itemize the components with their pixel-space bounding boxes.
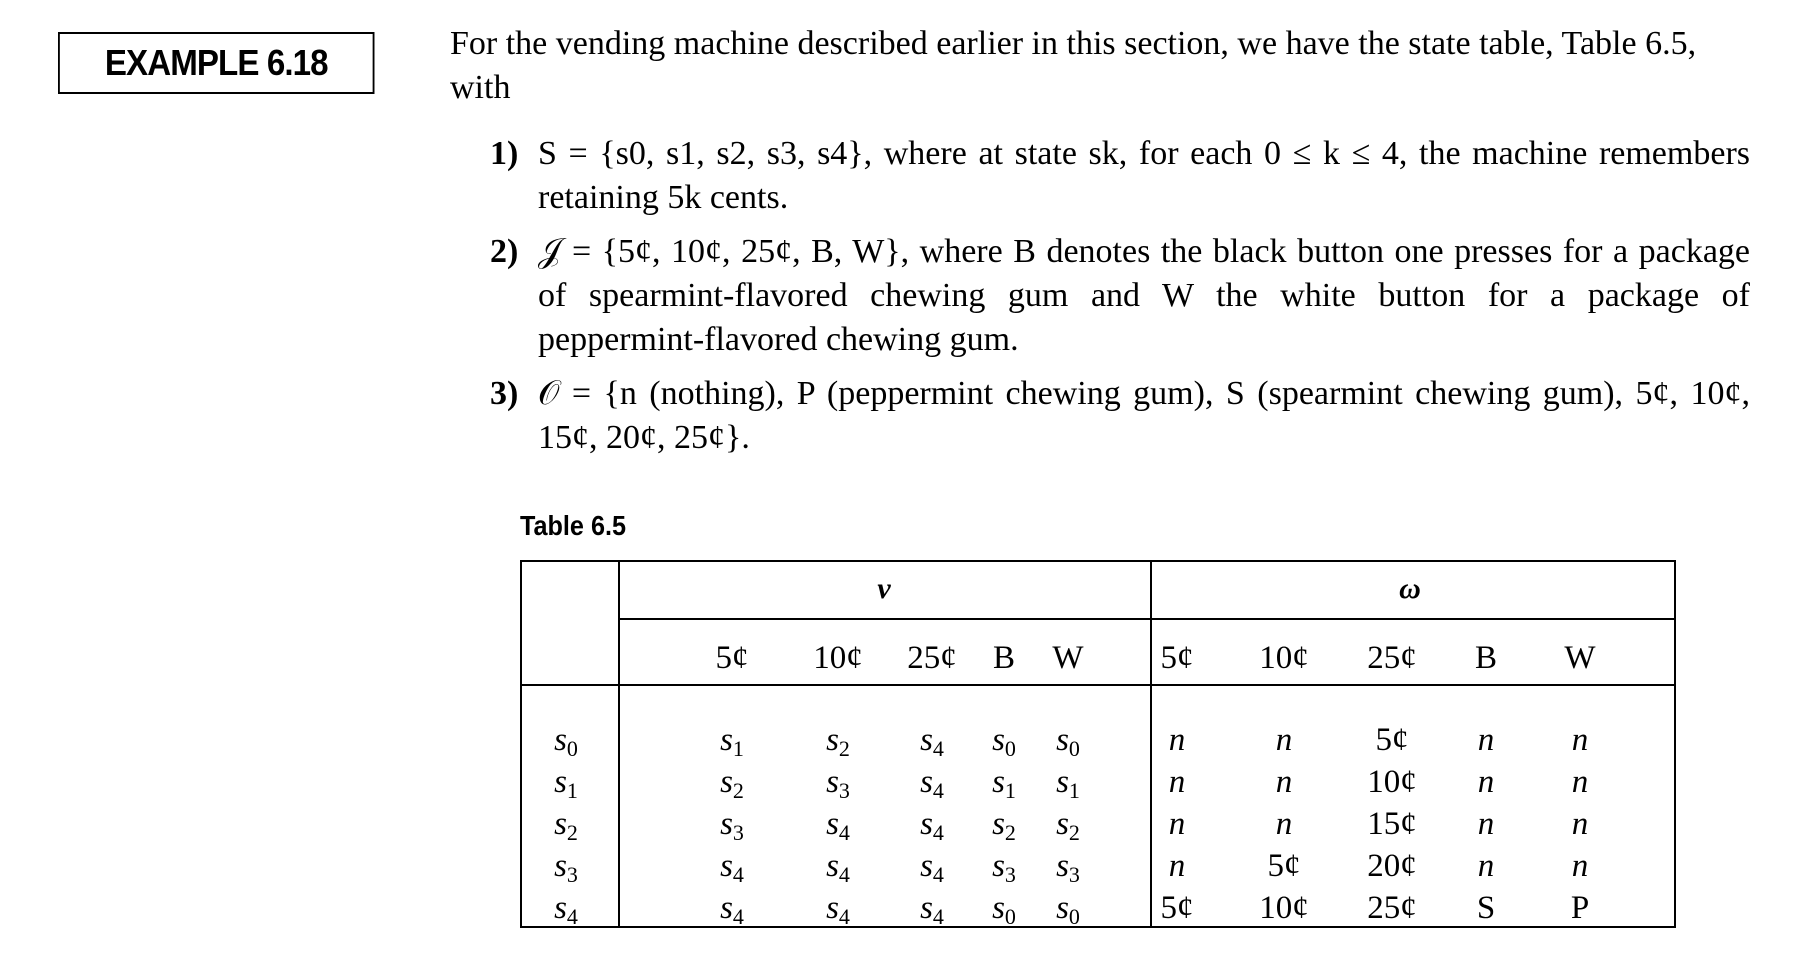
omega-header: ω [1399, 572, 1421, 605]
next-state-cell: $s_2$ [992, 806, 1016, 845]
output-cell: n [1477, 848, 1495, 884]
output-cell: n [1275, 764, 1293, 800]
next-state-cell: $s_4$ [920, 806, 944, 845]
output-cell: S [1476, 890, 1496, 926]
output-cell: n [1571, 848, 1589, 884]
next-state-cell: $s_3$ [826, 764, 850, 803]
item-text: 𝒪 = {n (nothing), P (peppermint chewing gum), S (spearmint chewing gum), 5¢, 10¢, 15¢, 20¢, 25¢}. [538, 375, 1750, 456]
next-state-cell: $s_1$ [992, 764, 1016, 803]
table-caption: Table 6.5 [520, 510, 626, 541]
output-cell: 10¢ [1367, 764, 1417, 800]
divider [522, 684, 1674, 686]
next-state-cell: $s_0$ [992, 722, 1016, 761]
output-cell: n [1168, 764, 1186, 800]
output-cell: n [1275, 806, 1293, 842]
state-label: $s_0$ [554, 722, 578, 761]
column-header: W [1564, 640, 1596, 676]
intro-paragraph: For the vending machine described earlier in this section, we have the state table, Table 6.5, with [450, 25, 1697, 106]
next-state-cell: $s_4$ [826, 806, 850, 845]
next-state-cell: $s_1$ [720, 722, 744, 761]
list-item [490, 132, 1750, 220]
divider [618, 562, 620, 926]
item-number: 2) [490, 233, 519, 270]
next-state-cell: $s_4$ [920, 722, 944, 761]
output-cell: n [1571, 722, 1589, 758]
next-state-cell: $s_0$ [1056, 890, 1080, 929]
output-cell: n [1168, 806, 1186, 842]
next-state-cell: $s_2$ [1056, 806, 1080, 845]
output-cell: n [1477, 764, 1495, 800]
next-state-cell: $s_1$ [1056, 764, 1080, 803]
column-header: 5¢ [715, 640, 749, 676]
state-label: $s_1$ [554, 764, 578, 803]
output-cell: 20¢ [1367, 848, 1417, 884]
state-table [520, 560, 1676, 928]
next-state-cell: $s_4$ [920, 848, 944, 887]
output-cell: 10¢ [1259, 890, 1309, 926]
nu-header: ν [877, 572, 891, 605]
definition-list [490, 132, 1750, 470]
output-cell: 5¢ [1375, 722, 1409, 758]
output-cell: n [1571, 764, 1589, 800]
output-cell: 5¢ [1160, 890, 1194, 926]
column-header: W [1052, 640, 1084, 676]
column-header: 10¢ [813, 640, 863, 676]
example-label: EXAMPLE 6.18 [58, 32, 374, 94]
column-header: B [992, 640, 1015, 676]
next-state-cell: $s_0$ [1056, 722, 1080, 761]
next-state-cell: $s_0$ [992, 890, 1016, 929]
state-label: $s_2$ [554, 806, 578, 845]
output-cell: n [1168, 848, 1186, 884]
list-item [490, 230, 1750, 362]
output-cell: P [1570, 890, 1590, 926]
column-header: 10¢ [1259, 640, 1309, 676]
column-header: B [1474, 640, 1497, 676]
output-cell: 5¢ [1267, 848, 1301, 884]
list-item [490, 372, 1750, 460]
next-state-cell: $s_3$ [992, 848, 1016, 887]
state-label: $s_3$ [554, 848, 578, 887]
next-state-cell: $s_4$ [826, 848, 850, 887]
column-header: 25¢ [907, 640, 957, 676]
output-cell: n [1477, 806, 1495, 842]
item-text: S = {s0, s1, s2, s3, s4}, where at state sk, for each 0 ≤ k ≤ 4, the machine remembers retaining 5k cents. [538, 135, 1750, 216]
next-state-cell: $s_4$ [920, 764, 944, 803]
next-state-cell: $s_3$ [720, 806, 744, 845]
next-state-cell: $s_3$ [1056, 848, 1080, 887]
column-header: 25¢ [1367, 640, 1417, 676]
output-cell: n [1571, 806, 1589, 842]
column-header: 5¢ [1160, 640, 1194, 676]
output-cell: n [1477, 722, 1495, 758]
next-state-cell: $s_2$ [720, 764, 744, 803]
next-state-cell: $s_2$ [826, 722, 850, 761]
next-state-cell: $s_4$ [720, 848, 744, 887]
item-number: 1) [490, 135, 519, 172]
next-state-cell: $s_4$ [920, 890, 944, 929]
output-cell: n [1275, 722, 1293, 758]
next-state-cell: $s_4$ [826, 890, 850, 929]
item-text: 𝒥 = {5¢, 10¢, 25¢, B, W}, where B denotes the black button one presses for a package of spearmint-flavored chewing gum and W the white button for a package of peppermint-flavored chewing gum. [538, 233, 1750, 358]
output-cell: n [1168, 722, 1186, 758]
next-state-cell: $s_4$ [720, 890, 744, 929]
output-cell: 25¢ [1367, 890, 1417, 926]
item-number: 3) [490, 375, 519, 412]
output-cell: 15¢ [1367, 806, 1417, 842]
divider [618, 618, 1674, 620]
state-label: $s_4$ [554, 890, 578, 929]
